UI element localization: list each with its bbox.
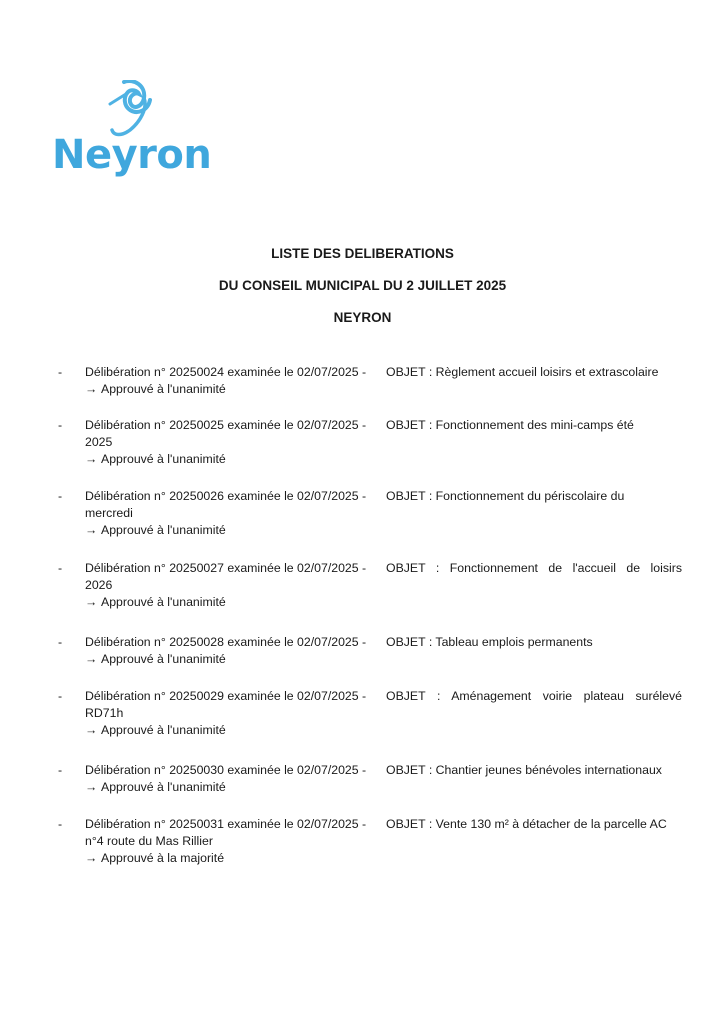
deliberation-reference: Délibération n° 20250028 examinée le 02/07/2025 - <box>85 635 367 649</box>
title-line-3: NEYRON <box>333 310 392 325</box>
list-dash: - <box>58 489 63 503</box>
deliberation-result: → Approuvé à l'unanimité <box>85 780 226 794</box>
deliberation-result: → Approuvé à la majorité <box>85 851 225 865</box>
arrow-right-icon: → <box>85 523 98 537</box>
arrow-right-icon: → <box>85 595 98 609</box>
title-line-1: LISTE DES DELIBERATIONS <box>271 246 454 261</box>
deliberation-reference: Délibération n° 20250025 examinée le 02/07/2025 - 2025 <box>85 418 367 449</box>
arrow-right-icon: → <box>85 851 98 865</box>
deliberation-result: → Approuvé à l'unanimité <box>85 382 226 396</box>
deliberation-reference: Délibération n° 20250027 examinée le 02/07/2025 - 2026 <box>85 561 367 592</box>
logo-text: Neyron <box>52 132 212 178</box>
list-dash: - <box>58 561 63 575</box>
deliberation-reference: Délibération n° 20250024 examinée le 02/07/2025 - <box>85 365 367 379</box>
document-title <box>0 238 725 334</box>
deliberation-result: → Approuvé à l'unanimité <box>85 523 226 537</box>
deliberation-objet: OBJET : Fonctionnement de l'accueil de loisirs <box>386 561 682 575</box>
list-dash: - <box>58 365 63 379</box>
list-dash: - <box>58 689 63 703</box>
deliberation-objet: OBJET : Tableau emplois permanents <box>386 635 593 649</box>
arrow-right-icon: → <box>85 382 98 396</box>
deliberation-objet: OBJET : Fonctionnement du périscolaire du <box>386 489 625 503</box>
deliberation-objet: OBJET : Chantier jeunes bénévoles internationaux <box>386 763 662 777</box>
deliberation-reference: Délibération n° 20250030 examinée le 02/07/2025 - <box>85 763 367 777</box>
deliberation-result: → Approuvé à l'unanimité <box>85 723 226 737</box>
title-line-2: DU CONSEIL MUNICIPAL DU 2 JUILLET 2025 <box>218 278 507 293</box>
arrow-right-icon: → <box>85 652 98 666</box>
deliberation-objet: OBJET : Règlement accueil loisirs et extrascolaire <box>386 365 659 379</box>
neyron-logo <box>52 80 212 185</box>
deliberation-result: → Approuvé à l'unanimité <box>85 595 226 609</box>
list-dash: - <box>58 817 63 831</box>
deliberation-objet: OBJET : Vente 130 m² à détacher de la parcelle AC <box>386 817 667 831</box>
deliberation-objet: OBJET : Fonctionnement des mini-camps été <box>386 418 634 432</box>
arrow-right-icon: → <box>85 452 98 466</box>
heron-icon <box>104 80 160 138</box>
arrow-right-icon: → <box>85 780 98 794</box>
deliberation-reference: Délibération n° 20250026 examinée le 02/07/2025 - mercredi <box>85 489 367 520</box>
list-dash: - <box>58 418 63 432</box>
deliberation-result: → Approuvé à l'unanimité <box>85 452 226 466</box>
list-dash: - <box>58 763 63 777</box>
deliberation-objet: OBJET : Aménagement voirie plateau surélevé <box>386 689 682 703</box>
deliberation-reference: Délibération n° 20250029 examinée le 02/07/2025 - RD71h <box>85 689 367 720</box>
deliberation-reference: Délibération n° 20250031 examinée le 02/07/2025 - n°4 route du Mas Rillier <box>85 817 367 848</box>
deliberation-result: → Approuvé à l'unanimité <box>85 652 226 666</box>
list-dash: - <box>58 635 63 649</box>
arrow-right-icon: → <box>85 723 98 737</box>
